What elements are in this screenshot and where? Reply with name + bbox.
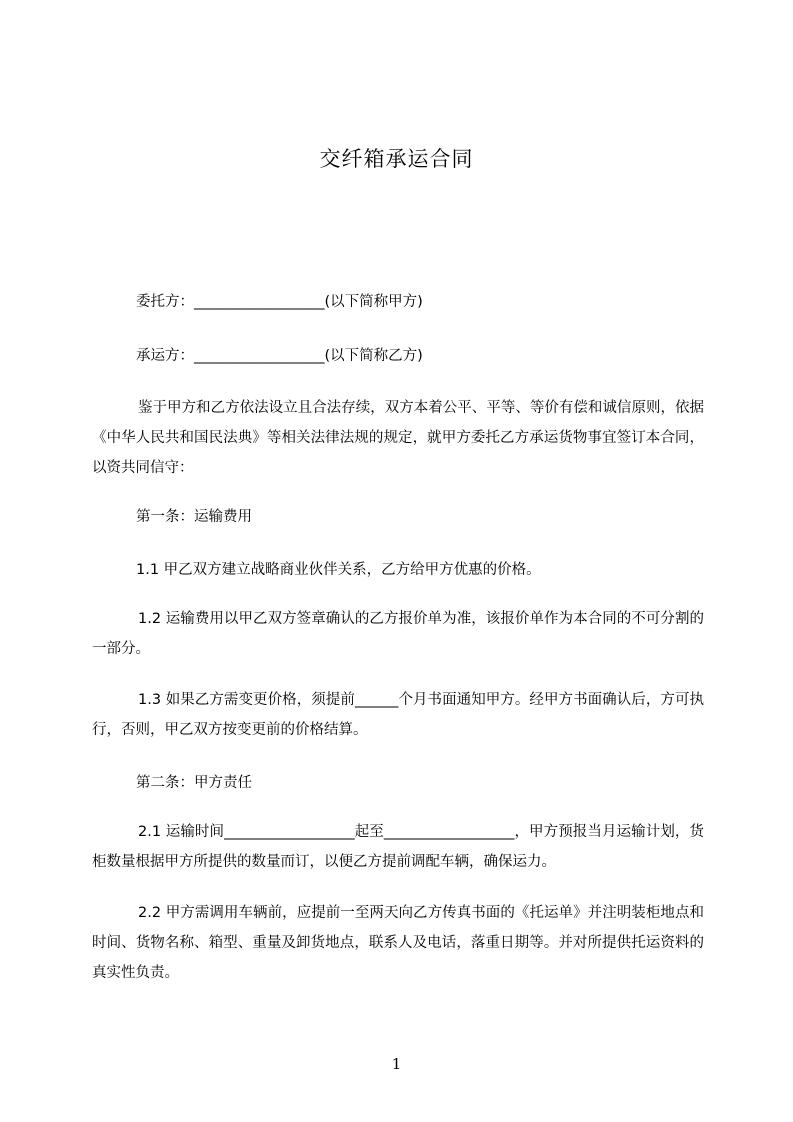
clause-2-2: 2.2 甲方需调用车辆前，应提前一至两天向乙方传真书面的《托运单》并注明装柜地点和时间、货物名称、箱型、重量及卸货地点，联系人及电话，落重日期等。并对所提供托运资料的真实性负责。 — [92, 905, 704, 981]
preamble-paragraph: 鉴于甲方和乙方依法设立且合法存续，双方本着公平、平等、等价有偿和诚信原则，依据《中华人民共和国民法典》等相关法律法规的规定，就甲方委托乙方承运货物事宜签订本合同，以资共同信守： — [92, 400, 704, 476]
party-a-line: 委托方：__________________(以下简称甲方) — [136, 294, 423, 310]
clause-1-1: 1.1 甲乙双方建立战略商业伙伴关系，乙方给甲方优惠的价格。 — [136, 562, 541, 578]
clause-1-2: 1.2 运输费用以甲乙双方签章确认的乙方报价单为准，该报价单作为本合同的不可分割的一部分。 — [92, 611, 704, 657]
clause-2-1: 2.1 运输时间__________________起至__________________，甲方预报当月运输计划，货柜数量根据甲方所提供的数量而订，以便乙方提前调配车辆，确保运力。 — [92, 824, 704, 870]
page-number: 1 — [391, 1055, 402, 1073]
party-b-line: 承运方：__________________(以下简称乙方) — [136, 348, 423, 364]
document-title: 交纤箱承运合同 — [319, 147, 474, 171]
article-2-heading: 第二条：甲方责任 — [136, 775, 252, 791]
clause-1-3: 1.3 如果乙方需变更价格，须提前______个月书面通知甲方。经甲方书面确认后，方可执行，否则，甲乙双方按变更前的价格结算。 — [92, 692, 704, 738]
article-1-heading: 第一条：运输费用 — [136, 509, 252, 525]
